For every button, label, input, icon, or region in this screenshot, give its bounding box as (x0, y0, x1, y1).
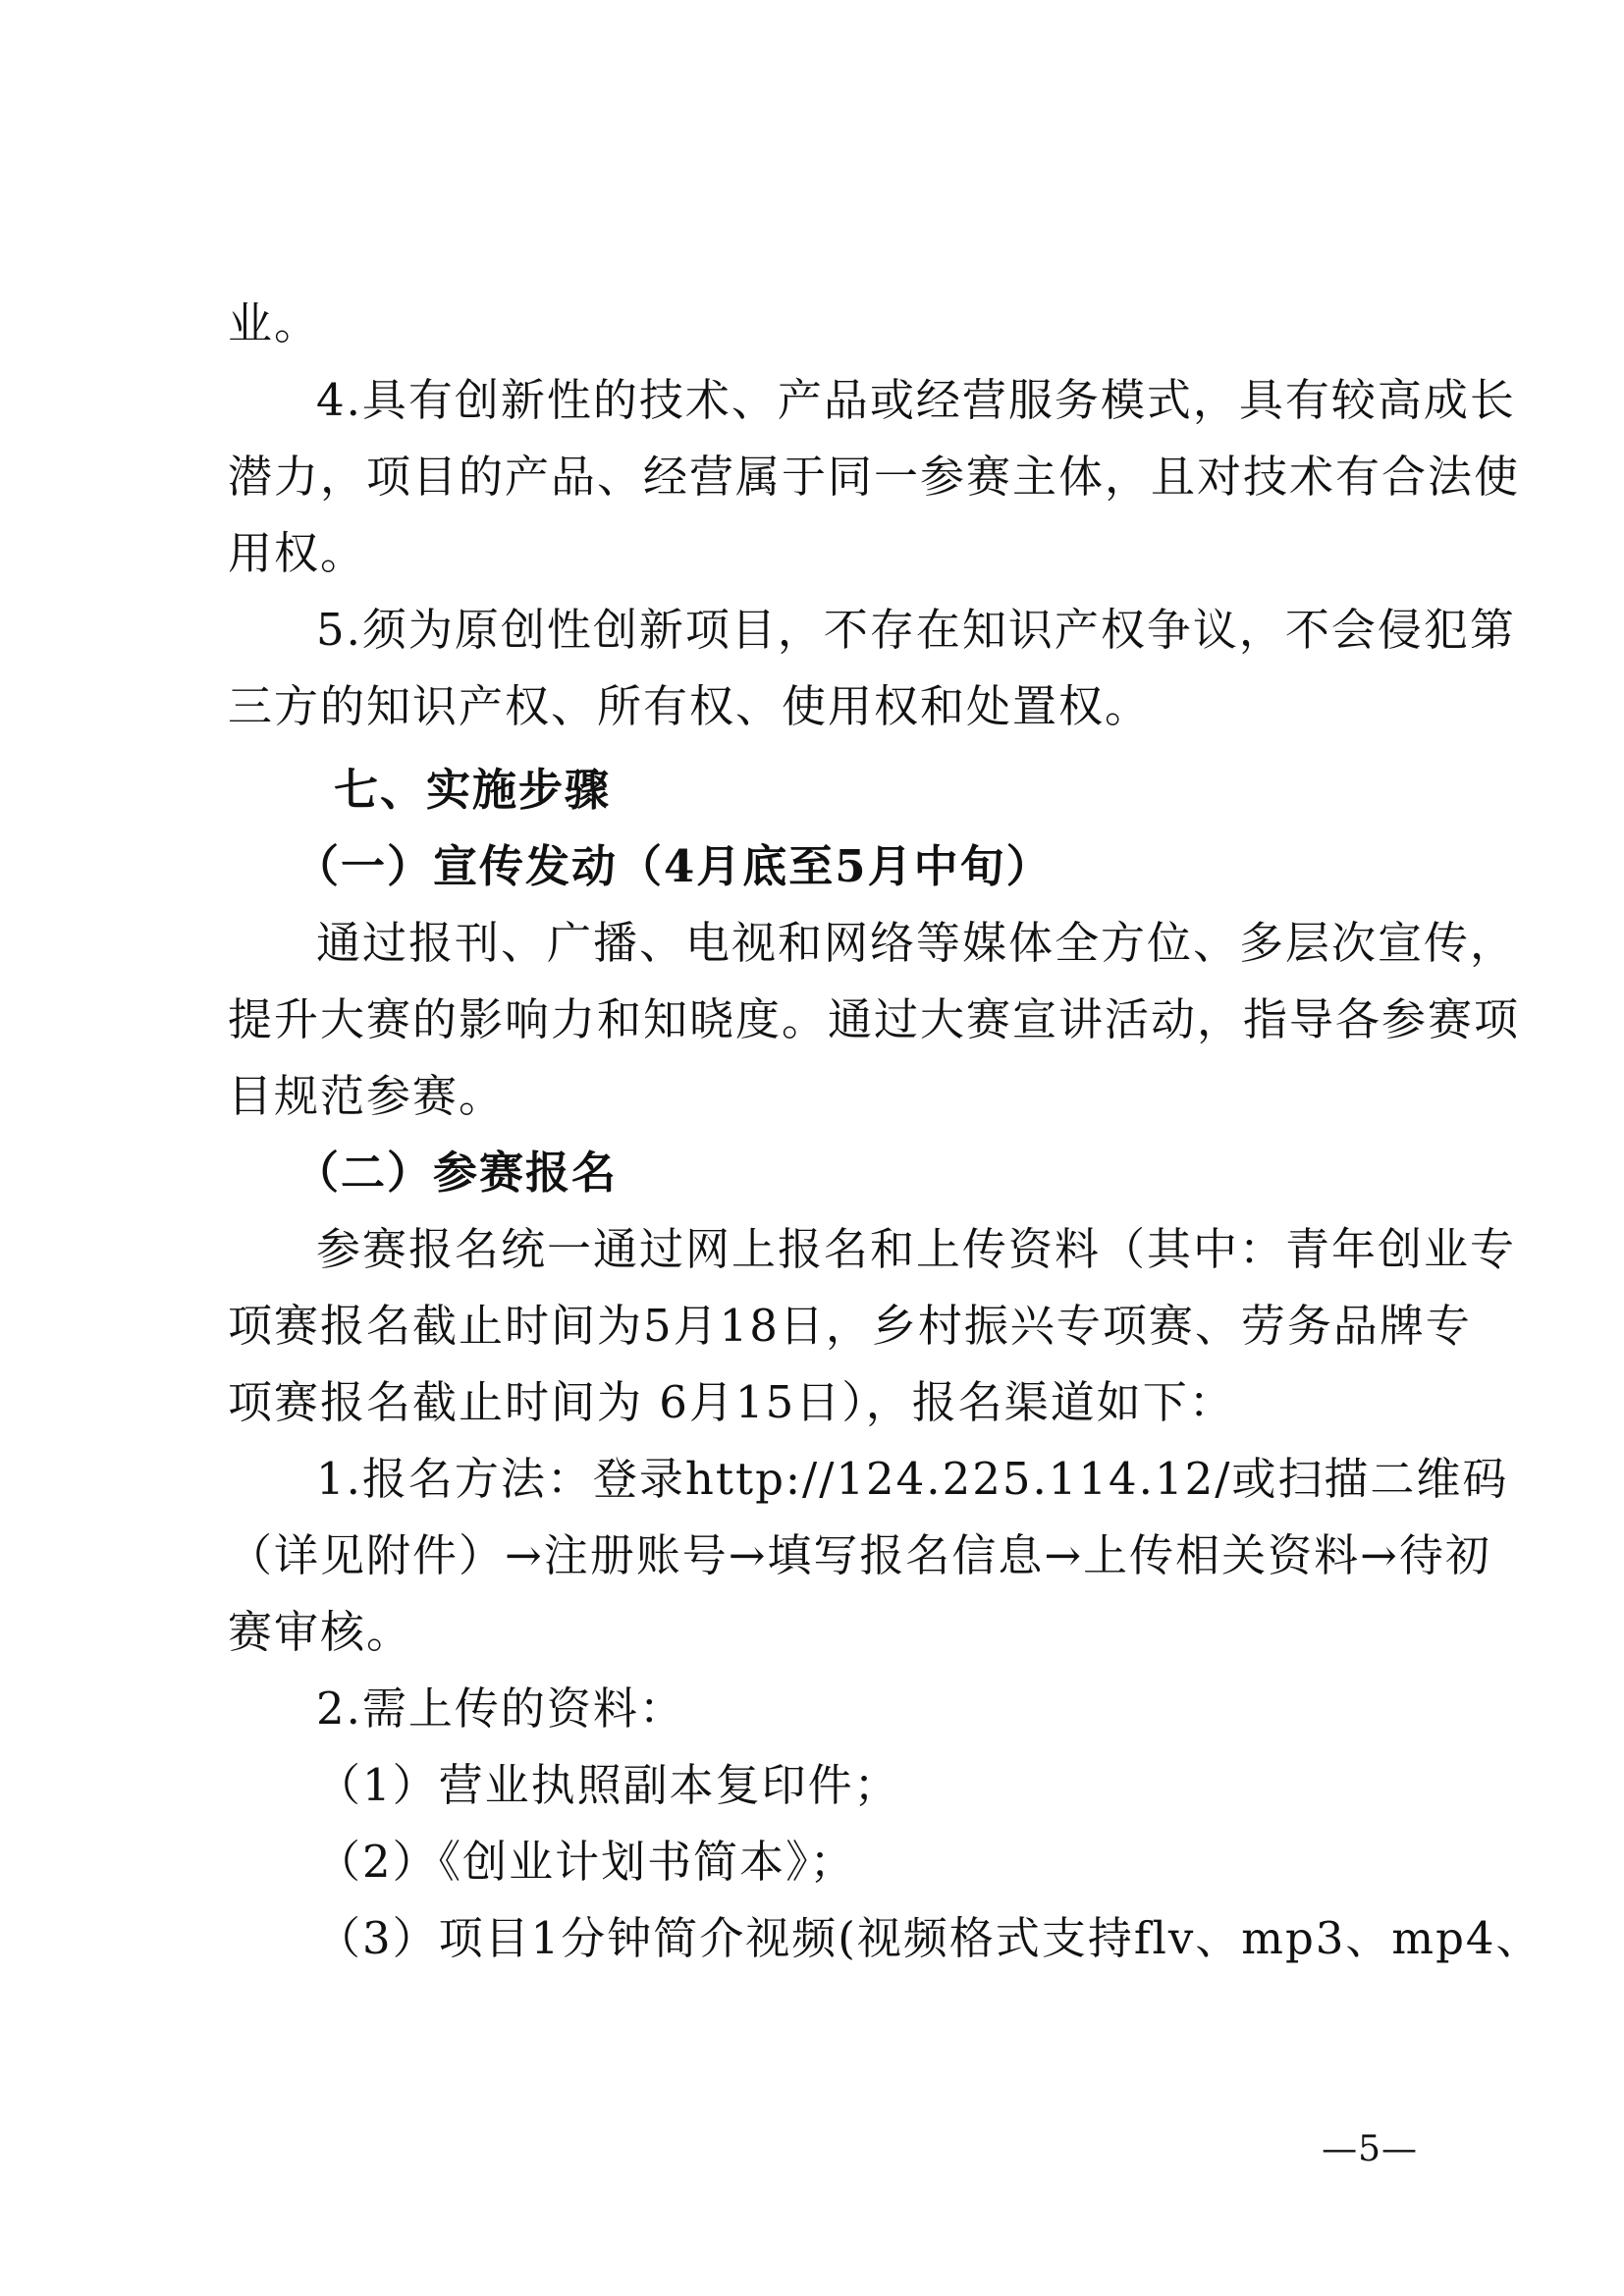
text-line: 5.须为原创性创新项目，不存在知识产权争议，不会侵犯第 (316, 604, 1516, 656)
text-line: 1.报名方法：登录http://124.225.114.12/或扫描二维码 (316, 1453, 1509, 1505)
list-item: （1）营业执照副本复印件； (316, 1759, 900, 1811)
subsection-heading: （二）参赛报名 (295, 1147, 619, 1199)
text-line: 潜力，项目的产品、经营属于同一参赛主体，且对技术有合法使 (228, 451, 1521, 503)
text-line: 4.具有创新性的技术、产品或经营服务模式，具有较高成长 (316, 374, 1516, 426)
subsection-heading: （一）宣传发动（4月底至5月中旬） (295, 840, 1053, 892)
page-number: —5— (1322, 2129, 1418, 2169)
text-line: 通过报刊、广播、电视和网络等媒体全方位、多层次宣传， (316, 917, 1517, 969)
text-line: 用权。 (228, 527, 367, 579)
text-line: （详见附件）→注册账号→填写报名信息→上传相关资料→待初 (228, 1529, 1491, 1581)
text-line: 提升大赛的影响力和知晓度。通过大赛宣讲活动，指导各参赛项 (228, 993, 1521, 1045)
text-line: 业。 (228, 297, 321, 349)
list-item: （3）项目1分钟简介视频(视频格式支持flv、mp3、mp4、 (316, 1912, 1543, 1964)
list-item: （2）《创业计划书简本》； (316, 1836, 856, 1888)
text-line: 项赛报名截止时间为5月18日，乡村振兴专项赛、劳务品牌专 (228, 1300, 1472, 1352)
text-line: 目规范参赛。 (228, 1070, 506, 1122)
text-line: 参赛报名统一通过网上报名和上传资料（其中：青年创业专 (316, 1223, 1517, 1275)
text-line: 2.需上传的资料： (316, 1682, 685, 1735)
section-heading: 七、实施步骤 (334, 764, 612, 816)
text-line: 项赛报名截止时间为 6月15日），报名渠道如下： (228, 1376, 1235, 1428)
text-line: 赛审核。 (228, 1606, 413, 1658)
text-line: 三方的知识产权、所有权、使用权和处置权。 (228, 680, 1152, 732)
